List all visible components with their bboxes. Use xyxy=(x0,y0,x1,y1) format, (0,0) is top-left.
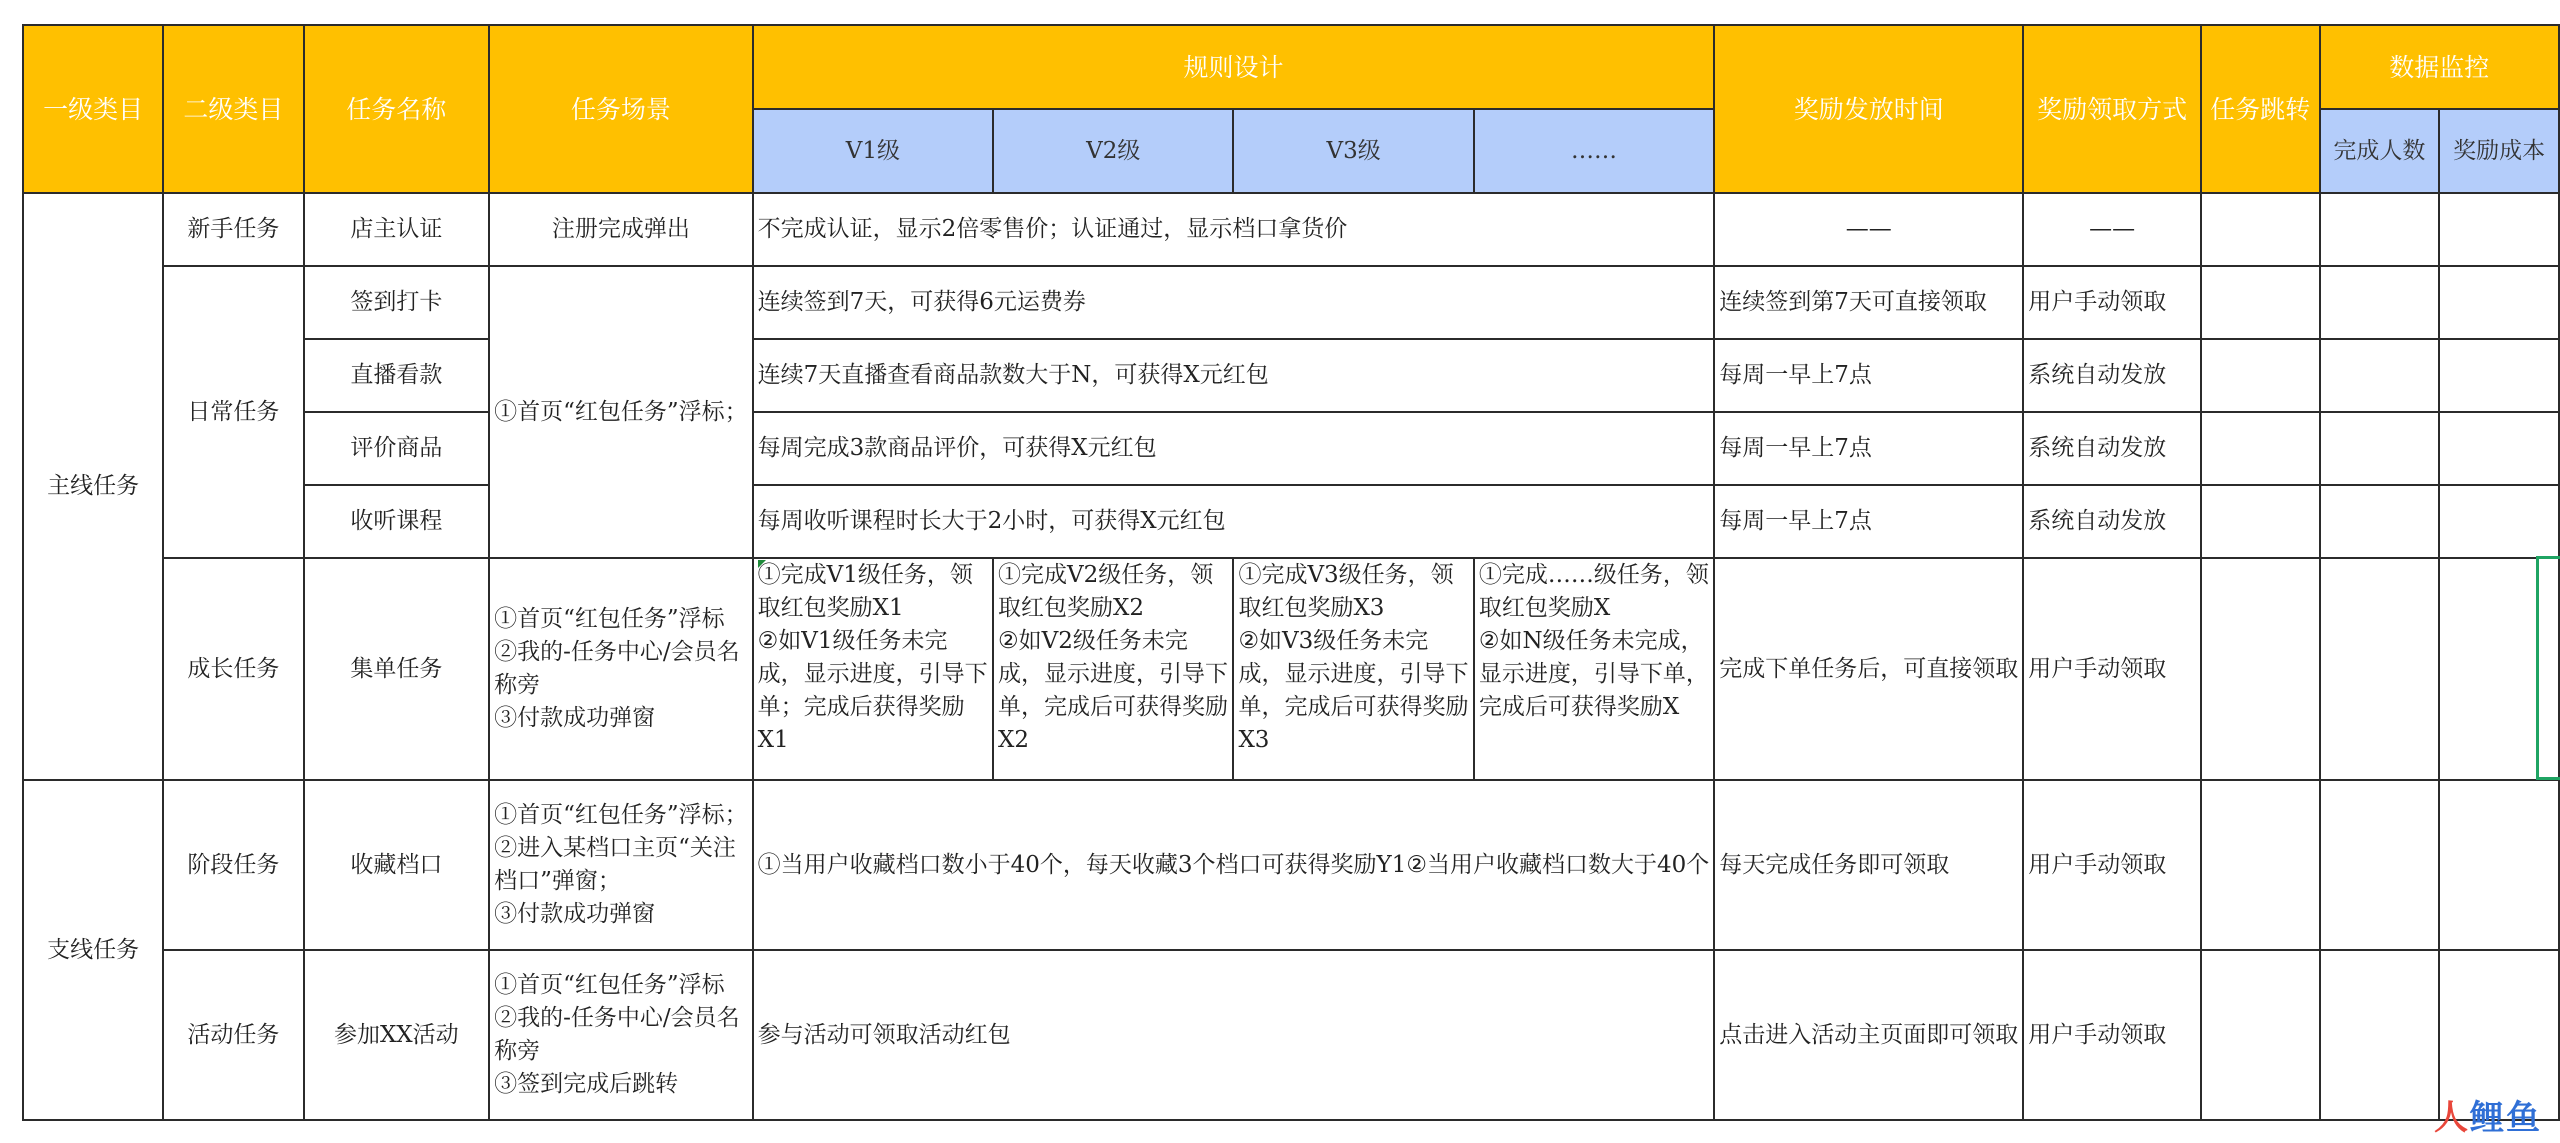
activity-level2: 活动任务 xyxy=(163,950,303,1120)
daily-scene: ①首页“红包任务”浮标； xyxy=(489,266,753,558)
daily-cost xyxy=(2439,339,2559,412)
newbie-count xyxy=(2320,193,2440,266)
daily-count xyxy=(2320,339,2440,412)
stage-time: 每天完成任务即可领取 xyxy=(1714,780,2023,950)
newbie-rule: 不完成认证，显示2倍零售价；认证通过，显示档口拿货价 xyxy=(753,193,1715,266)
daily-name: 收听课程 xyxy=(304,485,490,558)
newbie-jump xyxy=(2201,193,2320,266)
growth-rule-v1: ①完成V1级任务，领取红包奖励X1 ②如V1级任务未完成，显示进度，引导下单；完成后获得奖励X1 xyxy=(753,558,993,780)
daily-name: 签到打卡 xyxy=(304,266,490,339)
growth-name: 集单任务 xyxy=(304,558,490,780)
header-task-name: 任务名称 xyxy=(304,25,490,193)
daily-method: 系统自动发放 xyxy=(2023,339,2201,412)
activity-scene: ①首页“红包任务”浮标 ②我的-任务中心/会员名称旁 ③签到完成后跳转 xyxy=(489,950,753,1120)
header-reward-method: 奖励领取方式 xyxy=(2023,25,2201,193)
growth-scene: ①首页“红包任务”浮标 ②我的-任务中心/会员名称旁 ③付款成功弹窗 xyxy=(489,558,753,780)
selection-outline xyxy=(2536,556,2560,780)
daily-rule: 连续7天直播查看商品款数大于N，可获得X元红包 xyxy=(753,339,1715,412)
growth-rule-v3: ①完成V3级任务，领取红包奖励X3 ②如V3级任务未完成，显示进度，引导下单，完成后可获得奖励X3 xyxy=(1233,558,1473,780)
header-data-monitor: 数据监控 xyxy=(2320,25,2559,109)
daily-method: 系统自动发放 xyxy=(2023,412,2201,485)
stage-scene: ①首页“红包任务”浮标； ②进入某档口主页“关注档口”弹窗； ③付款成功弹窗 xyxy=(489,780,753,950)
activity-method: 用户手动领取 xyxy=(2023,950,2201,1120)
growth-rule-v2: ①完成V2级任务，领取红包奖励X2 ②如V2级任务未完成，显示进度，引导下单，完成后可获得奖励X2 xyxy=(993,558,1233,780)
daily-time: 每周一早上7点 xyxy=(1714,339,2023,412)
daily-jump xyxy=(2201,266,2320,339)
watermark-char: 人 xyxy=(2434,1098,2470,1138)
daily-rule: 每周收听课程时长大于2小时，可获得X元红包 xyxy=(753,485,1715,558)
daily-jump xyxy=(2201,412,2320,485)
daily-time: 每周一早上7点 xyxy=(1714,485,2023,558)
daily-method: 系统自动发放 xyxy=(2023,485,2201,558)
activity-time: 点击进入活动主页面即可领取 xyxy=(1714,950,2023,1120)
activity-jump xyxy=(2201,950,2320,1120)
daily-count xyxy=(2320,485,2440,558)
header-task-scene: 任务场景 xyxy=(489,25,753,193)
daily-time: 连续签到第7天可直接领取 xyxy=(1714,266,2023,339)
header-v1: V1级 xyxy=(753,109,993,193)
activity-count xyxy=(2320,950,2440,1120)
header-vn: …… xyxy=(1474,109,1714,193)
daily-count xyxy=(2320,412,2440,485)
newbie-scene: 注册完成弹出 xyxy=(489,193,753,266)
header-level2: 二级类目 xyxy=(163,25,303,193)
daily-level2: 日常任务 xyxy=(163,266,303,558)
daily-rule: 连续签到7天，可获得6元运费券 xyxy=(753,266,1715,339)
newbie-method: —— xyxy=(2023,193,2201,266)
cell-comment-marker xyxy=(758,560,766,568)
newbie-time: —— xyxy=(1714,193,2023,266)
watermark-char: 鱼 xyxy=(2506,1098,2542,1138)
daily-name: 直播看款 xyxy=(304,339,490,412)
watermark-char: 鲤 xyxy=(2470,1098,2506,1138)
stage-jump xyxy=(2201,780,2320,950)
activity-name: 参加XX活动 xyxy=(304,950,490,1120)
daily-method: 用户手动领取 xyxy=(2023,266,2201,339)
stage-name: 收藏档口 xyxy=(304,780,490,950)
header-complete-count: 完成人数 xyxy=(2320,109,2440,193)
daily-jump xyxy=(2201,339,2320,412)
header-v3: V3级 xyxy=(1233,109,1473,193)
newbie-cost xyxy=(2439,193,2559,266)
newbie-name: 店主认证 xyxy=(304,193,490,266)
task-design-table xyxy=(22,24,2560,1121)
growth-level2: 成长任务 xyxy=(163,558,303,780)
header-v2: V2级 xyxy=(993,109,1233,193)
growth-rule-vn: ①完成……级任务，领取红包奖励X ②如N级任务未完成，显示进度，引导下单，完成后可获得奖励X xyxy=(1474,558,1714,780)
daily-rule: 每周完成3款商品评价，可获得X元红包 xyxy=(753,412,1715,485)
daily-time: 每周一早上7点 xyxy=(1714,412,2023,485)
stage-level2: 阶段任务 xyxy=(163,780,303,950)
daily-cost xyxy=(2439,412,2559,485)
newbie-level2: 新手任务 xyxy=(163,193,303,266)
activity-rule: 参与活动可领取活动红包 xyxy=(753,950,1715,1120)
growth-count xyxy=(2320,558,2440,780)
category-branch: 支线任务 xyxy=(23,780,163,1120)
growth-time: 完成下单任务后，可直接领取 xyxy=(1714,558,2023,780)
category-main: 主线任务 xyxy=(23,193,163,780)
daily-cost xyxy=(2439,266,2559,339)
stage-count xyxy=(2320,780,2440,950)
stage-cost xyxy=(2439,780,2559,950)
stage-rule: ①当用户收藏档口数小于40个，每天收藏3个档口可获得奖励Y1②当用户收藏档口数大于40个 xyxy=(753,780,1715,950)
watermark-logo xyxy=(2434,1090,2542,1139)
stage-method: 用户手动领取 xyxy=(2023,780,2201,950)
daily-name: 评价商品 xyxy=(304,412,490,485)
header-reward-cost: 奖励成本 xyxy=(2439,109,2559,193)
daily-jump xyxy=(2201,485,2320,558)
header-level1: 一级类目 xyxy=(23,25,163,193)
daily-cost xyxy=(2439,485,2559,558)
growth-method: 用户手动领取 xyxy=(2023,558,2201,780)
header-task-jump: 任务跳转 xyxy=(2201,25,2320,193)
daily-count xyxy=(2320,266,2440,339)
growth-jump xyxy=(2201,558,2320,780)
header-reward-time: 奖励发放时间 xyxy=(1714,25,2023,193)
header-rule-design: 规则设计 xyxy=(753,25,1715,109)
